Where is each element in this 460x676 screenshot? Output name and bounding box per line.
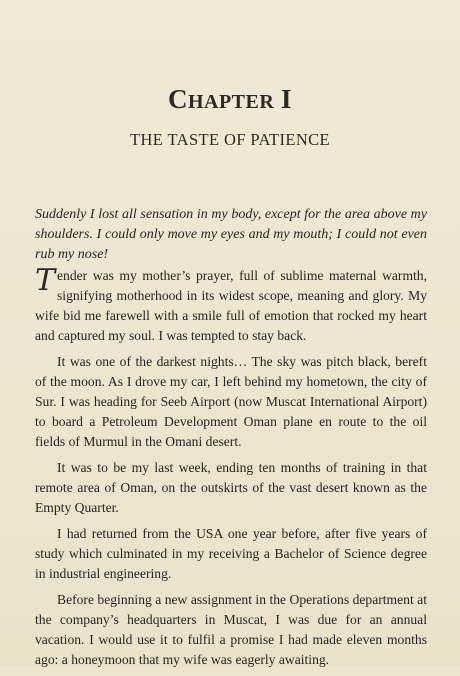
body-text xyxy=(35,263,427,676)
paragraph-1-text: ender was my mother’s prayer, full of sublime maternal warmth, signifying motherhood in its widest scope, meaning and glory. My wife bid me farewell with a smile full of emotion that rocked my heart and captured my soul. I was tempted to stay back. xyxy=(35,268,427,343)
paragraph-1 xyxy=(35,263,427,346)
paragraph-4: I had returned from the USA one year before, after five years of study which culminated in my receiving a Bachelor of Science degree in industrial engineering. xyxy=(35,526,427,581)
chapter-subtitle: THE TASTE OF PATIENCE xyxy=(129,130,331,149)
paragraph-5: Before beginning a new assignment in the Operations department at the company’s headquarters in Muscat, I was due for an annual vacation. I would use it to fulfil a promise I had made eleven months ago: a honeymoon that my wife was eagerly awaiting. xyxy=(35,592,427,667)
paragraph-2: It was one of the darkest nights… The sky was pitch black, bereft of the moon. As I drove my car, I left behind my hometown, the city of Sur. I was heading for Seeb Airport (now Muscat International Airport) to board a Petroleum Development Oman plane en route to the oil fields of Murmul in the Omani desert. xyxy=(35,354,427,449)
epigraph: Suddenly I lost all sensation in my body, except for the area above my shoulders. I could only move my eyes and my mouth; I could not even rub my nose! xyxy=(35,207,427,262)
chapter-number: I xyxy=(281,84,293,114)
paragraph-3: It was to be my last week, ending ten months of training in that remote area of Oman, on the outskirts of the vast desert known as the Empty Quarter. xyxy=(35,460,427,515)
chapter-title xyxy=(0,84,460,115)
chapter-title-rest: HAPTER xyxy=(187,91,275,113)
chapter-title-initial: C xyxy=(167,84,188,114)
drop-cap: T xyxy=(35,263,56,298)
